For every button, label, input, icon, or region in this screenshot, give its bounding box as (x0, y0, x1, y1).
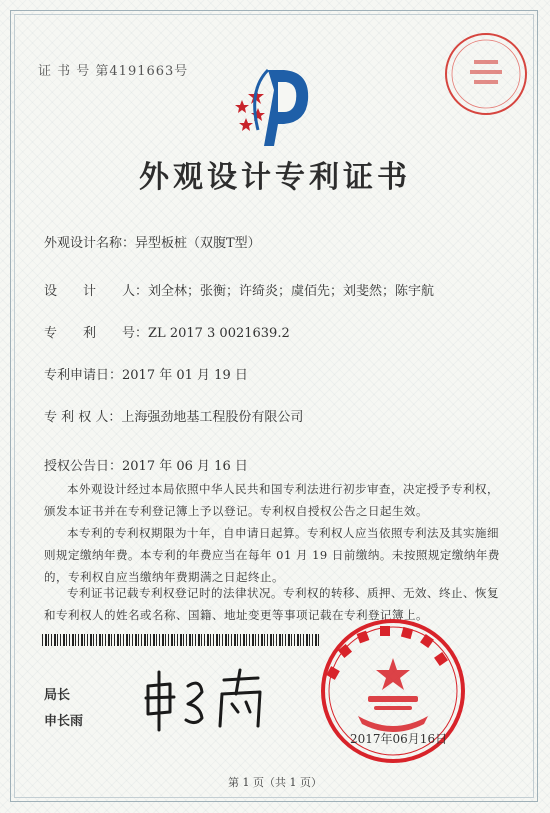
field-patentee (44, 406, 303, 425)
field-design-name (44, 232, 261, 251)
paragraph-term: 本专利的专利权期限为十年，自申请日起算。专利权人应当依照专利法及其实施细则规定缴纳年费。本专利的年费应当在每年 01 月 19 日前缴纳。未按照规定缴纳年费的，专利权自应当缴纳年费期满之日起终止。 (44, 526, 500, 584)
field-label: 专利申请日： (44, 368, 123, 383)
field-value: ZL 2017 3 0021639.2 (148, 326, 290, 341)
certificate-number: 证 书 号 第4191663号 (38, 64, 189, 79)
paragraph-grant: 本外观设计经过本局依照中华人民共和国专利法进行初步审查，决定授予专利权，颁发本证书并在专利登记簿上予以登记。专利权自授权公告之日起生效。 (44, 482, 499, 518)
field-patent-number (44, 322, 290, 341)
director-title: 局长 (44, 688, 71, 703)
certificate-title: 外观设计专利证书 (139, 160, 411, 195)
field-label: 设 计 人： (44, 284, 149, 299)
paragraph-legal-status: 专利证书记载专利权登记时的法律状况。专利权的转移、质押、无效、终止、恢复和专利权人的姓名或名称、国籍、地址变更等事项记载在专利登记簿上。 (44, 586, 499, 622)
page-number: 第 1 页（共 1 页） (228, 776, 322, 789)
issue-date-stamp: 2017年06月16日 (350, 732, 448, 746)
field-value: 刘全林；张衡；许绮炎；虞佰先；刘斐然；陈宇航 (148, 284, 435, 299)
field-value: 异型板桩（双腹T型） (135, 236, 261, 251)
field-value: 2017 年 06 月 16 日 (122, 459, 248, 474)
field-application-date (44, 364, 248, 383)
barcode-strip (42, 634, 320, 646)
field-label: 专 利 权 人： (44, 410, 122, 425)
director-signature (140, 664, 270, 734)
tax-stamp-seal (440, 28, 532, 120)
director-name: 申长雨 (44, 714, 84, 729)
field-value: 上海强劲地基工程股份有限公司 (121, 410, 304, 425)
field-label: 外观设计名称： (44, 236, 136, 251)
field-designers (44, 280, 434, 299)
field-grant-date (44, 455, 248, 474)
field-label: 授权公告日： (44, 459, 123, 474)
field-value: 2017 年 01 月 19 日 (122, 368, 248, 383)
patent-office-logo (228, 60, 322, 148)
field-label: 专 利 号： (44, 326, 149, 341)
